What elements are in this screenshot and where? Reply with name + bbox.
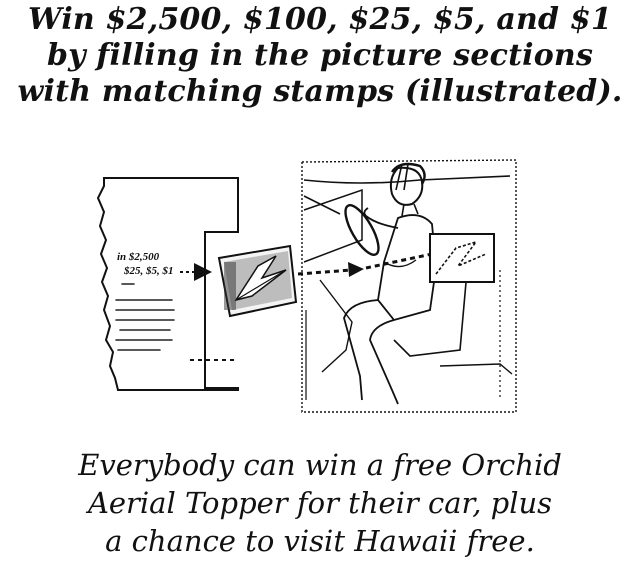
footer bbox=[0, 446, 640, 560]
footer-line-1: Everybody can win a free Orchid bbox=[78, 448, 562, 482]
headline-line-3: with matching stamps (illustrated). bbox=[17, 74, 623, 109]
picture-section bbox=[302, 160, 516, 412]
card-fine-print bbox=[116, 284, 174, 350]
footer-line-2: Aerial Topper for their car, plus bbox=[87, 486, 553, 520]
headline bbox=[0, 2, 640, 110]
headline-line-2: by filling in the picture sections bbox=[46, 38, 594, 73]
arrow-right-icon bbox=[180, 263, 212, 281]
card-prize-line-1: in $2,500 bbox=[117, 251, 160, 263]
footer-line-3: a chance to visit Hawaii free. bbox=[105, 524, 535, 558]
game-card bbox=[98, 178, 238, 390]
headline-line-1: Win $2,500, $100, $25, $5, and $1 bbox=[27, 2, 613, 37]
card-prize-line-2: $25, $5, $1 bbox=[124, 265, 174, 277]
illustration bbox=[0, 150, 640, 420]
matching-stamp bbox=[219, 246, 296, 316]
